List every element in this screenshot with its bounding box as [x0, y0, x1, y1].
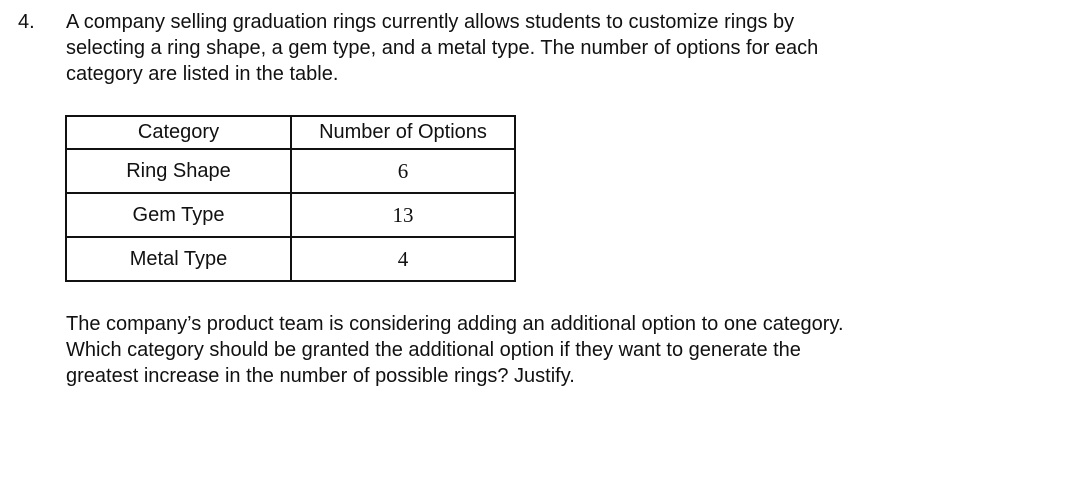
question-line: A company selling graduation rings currently allows students to customize rings by	[66, 11, 795, 33]
table-header-row	[66, 116, 515, 149]
question-number: 4.	[18, 11, 35, 33]
follow-up-line: Which category should be granted the additional option if they want to generate the	[66, 339, 801, 361]
options-cell: 4	[291, 237, 515, 281]
category-cell: Metal Type	[66, 237, 291, 281]
follow-up-line: greatest increase in the number of possible rings? Justify.	[66, 365, 575, 387]
question-line: category are listed in the table.	[66, 63, 339, 85]
header-category: Category	[66, 116, 291, 149]
table-row	[66, 237, 515, 281]
header-number-of-options: Number of Options	[291, 116, 515, 149]
category-cell: Ring Shape	[66, 149, 291, 193]
question-text	[66, 9, 926, 87]
options-cell: 6	[291, 149, 515, 193]
options-table	[65, 115, 516, 282]
question-line: selecting a ring shape, a gem type, and a metal type. The number of options for each	[66, 37, 819, 59]
category-cell: Gem Type	[66, 193, 291, 237]
options-cell: 13	[291, 193, 515, 237]
follow-up-question	[66, 311, 966, 389]
table-row	[66, 193, 515, 237]
table-row	[66, 149, 515, 193]
follow-up-line: The company’s product team is considering adding an additional option to one category.	[66, 313, 844, 335]
